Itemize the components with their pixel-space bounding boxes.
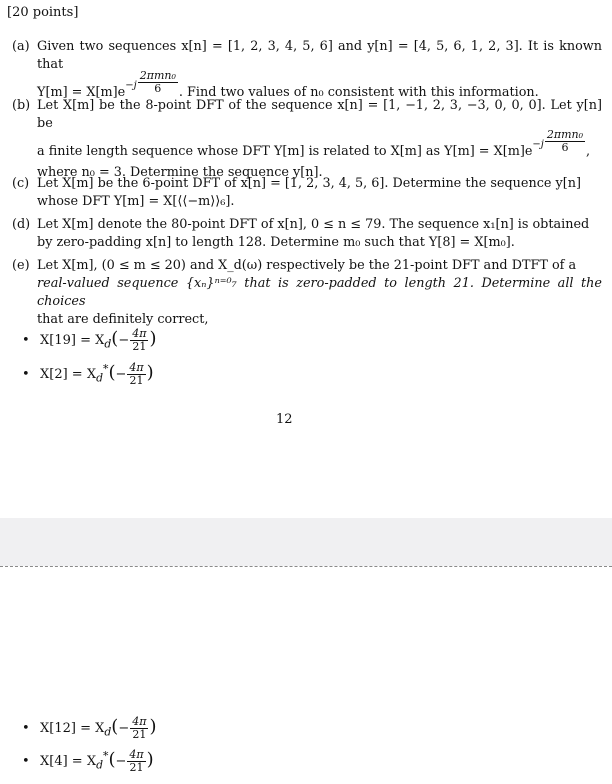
choice-item: • $X[12] = X_d(-$ $\frac{4\pi}{21}$ ) xyxy=(22,715,157,741)
bullet-icon: • xyxy=(22,333,30,348)
page-number: 12 xyxy=(276,412,293,427)
choice-item: • $X[19] = X_d(-$ $\frac{4\pi}{21}$ ) xyxy=(22,327,157,353)
bullet-icon: • xyxy=(22,721,30,736)
problem-c-label: (c) xyxy=(12,176,30,191)
problem-b-line3: where n₀ = 3. Determine the sequence y[n]. xyxy=(37,165,323,180)
problem-a xyxy=(12,38,602,105)
problem-d-label: (d) xyxy=(12,217,31,232)
bullet-icon: • xyxy=(22,754,30,769)
problem-c xyxy=(12,175,602,211)
problem-e xyxy=(12,257,602,329)
problem-a-eq: Y[m] = X[m]e xyxy=(37,85,126,100)
problem-d xyxy=(12,216,602,252)
problem-c-line2: whose DFT Y[m] = X[⟨⟨−m⟩⟩₆]. xyxy=(37,194,235,209)
problem-b-line2: , xyxy=(586,144,591,159)
problem-b xyxy=(12,97,602,182)
problem-d-line2: by zero-padding x[n] to length 128. Determine m₀ such that Y[8] = X[m₀]. xyxy=(37,235,515,250)
problem-a-line2: . Find two values of n₀ consistent with this information. xyxy=(178,85,539,100)
problem-e-label: (e) xyxy=(12,258,30,273)
problem-a-line1: Given two sequences x[n] = [1, 2, 3, 4, 5, 6] and y[n] = [4, 5, 6, 1, 2, 3]. It is known that xyxy=(37,39,602,72)
page-break-divider xyxy=(0,566,612,567)
problem-e-line1: Let X[m], (0 ≤ m ≤ 20) and X_d(ω) respectively be the 21-point DFT and DTFT of a xyxy=(37,258,577,273)
page-gap xyxy=(0,518,612,566)
choice-item: • $X[4] = X_d^*(-$ $\frac{4\pi}{21}$ ) xyxy=(22,748,154,774)
exponent-fraction: $\frac{\text{2πmn₀}}{6}$ xyxy=(546,128,584,154)
exp-sign: −j xyxy=(532,139,544,150)
exp-sign: −j xyxy=(125,80,137,91)
problem-c-line1: Let X[m] be the 6-point DFT of x[n] = [1, 2, 3, 4, 5, 6]. Determine the sequence y[n] xyxy=(37,176,581,191)
problem-b-label: (b) xyxy=(12,98,31,113)
problem-d-line1: Let X[m] denote the 80-point DFT of x[n], 0 ≤ n ≤ 79. The sequence x₁[n] is obtained xyxy=(37,217,590,232)
bullet-icon: • xyxy=(22,367,30,382)
page-2 xyxy=(0,568,612,784)
choice-item: • $X[2] = X_d^*(-$ $\frac{4\pi}{21}$ ) xyxy=(22,361,154,387)
problem-e-line2: real-valued sequence {xₙ}ⁿ⁼⁰₇ that is zero-padded to length 21. Determine all the choices xyxy=(37,276,602,309)
problem-b-eq: a finite length sequence whose DFT Y[m] is related to X[m] as Y[m] = X[m]e xyxy=(37,144,533,159)
problem-a-label: (a) xyxy=(12,39,30,54)
exponent-fraction: $\frac{\text{2πmn₀}}{6}$ xyxy=(139,69,176,95)
points-header: [20 points] xyxy=(7,5,79,20)
problem-b-line1: Let X[m] be the 8-point DFT of the sequence x[n] = [1, −1, 2, 3, −3, 0, 0, 0]. Let y[n] be xyxy=(37,98,602,131)
problem-e-line3: that are definitely correct, xyxy=(37,312,209,327)
